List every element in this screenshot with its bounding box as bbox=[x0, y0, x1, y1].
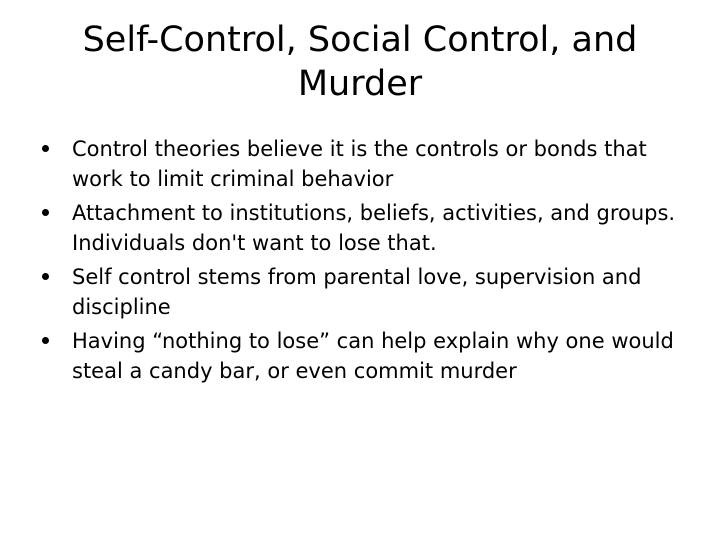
bullet-text: Self control stems from parental love, supervision and discipline bbox=[72, 265, 642, 319]
bullet-dot-icon bbox=[42, 273, 49, 280]
bullet-text: Attachment to institutions, beliefs, activities, and groups. Individuals don't want to lose that. bbox=[72, 201, 676, 255]
bullet-dot-icon bbox=[42, 145, 49, 152]
bullet-item bbox=[40, 134, 680, 194]
bullet-dot-icon bbox=[42, 337, 49, 344]
bullet-list bbox=[40, 134, 680, 390]
bullet-item bbox=[40, 198, 680, 258]
bullet-item bbox=[40, 262, 680, 322]
bullet-text: Control theories believe it is the controls or bonds that work to limit criminal behavior bbox=[72, 137, 647, 191]
bullet-text: Having “nothing to lose” can help explain why one would steal a candy bar, or even commit murder bbox=[72, 329, 674, 383]
bullet-item bbox=[40, 326, 680, 386]
bullet-dot-icon bbox=[42, 209, 49, 216]
slide-title: Self-Control, Social Control, and Murder bbox=[82, 20, 638, 104]
